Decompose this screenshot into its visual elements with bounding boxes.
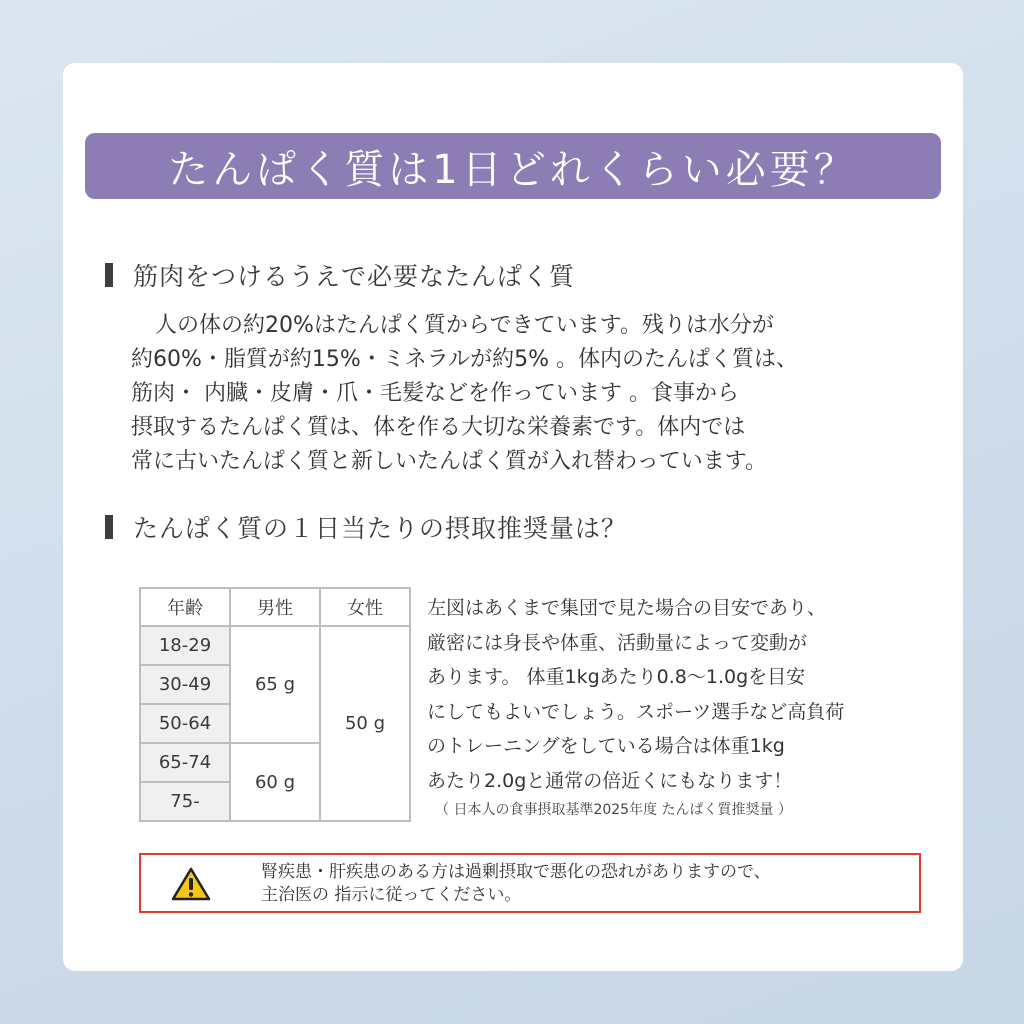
note-line: 左図はあくまで集団で見た場合の目安であり、 bbox=[427, 597, 827, 619]
body-line: 摂取するたんぱく質は、体を作る大切な栄養素です。体内では bbox=[131, 415, 746, 440]
warning-icon bbox=[171, 867, 211, 901]
protein-explanation bbox=[131, 309, 931, 479]
source-citation: （ 日本人の食事摂取基準2025年度 たんぱく質推奨量 ） bbox=[435, 802, 792, 818]
page-title: たんぱく質は1日どれくらい必要？ bbox=[85, 133, 941, 199]
age-cell: 30-49 bbox=[140, 665, 230, 704]
note-line: あります。 体重1kgあたり0.8〜1.0gを目安 bbox=[427, 666, 806, 688]
section-heading-text: たんぱく質の１日当たりの摂取推奨量は？ bbox=[133, 514, 628, 543]
age-cell: 50-64 bbox=[140, 704, 230, 743]
header-age: 年齢 bbox=[140, 588, 230, 626]
warning-line: 腎疾患・肝疾患のある方は過剰摂取で悪化の恐れがありますので、 bbox=[261, 862, 771, 882]
body-line: 筋肉・ 内臓・皮膚・爪・毛髪などを作っています 。食事から bbox=[131, 381, 739, 406]
table-row bbox=[140, 626, 410, 665]
warning-line: 主治医の 指示に従ってください。 bbox=[261, 885, 522, 905]
body-line: 約60%・脂質が約15%・ミネラルが約5% 。体内のたんぱく質は、 bbox=[131, 347, 799, 372]
note-line: 厳密には身長や体重、活動量によって変動が bbox=[427, 631, 808, 654]
note-line: あたり2.0gと通常の倍近くにもなります！ bbox=[427, 769, 793, 792]
age-cell: 18-29 bbox=[140, 626, 230, 665]
section-heading-text: 筋肉をつけるうえで必要なたんぱく質 bbox=[133, 262, 576, 291]
male-value-cell: 65 g bbox=[230, 626, 320, 743]
table-notes bbox=[427, 591, 927, 798]
note-line: のトレーニングをしている場合は体重1kg bbox=[427, 735, 785, 757]
intake-table-wrapper bbox=[139, 587, 411, 822]
body-line: 人の体の約20%はたんぱく質からできています。残りは水分が bbox=[155, 313, 774, 338]
age-cell: 75- bbox=[140, 782, 230, 821]
content-card bbox=[63, 63, 963, 971]
heading-marker bbox=[105, 263, 113, 287]
body-line: 常に古いたんぱく質と新しいたんぱく質が入れ替わっています。 bbox=[131, 449, 768, 474]
header-female: 女性 bbox=[320, 588, 410, 626]
female-value-cell: 50 g bbox=[320, 626, 410, 821]
heading-marker bbox=[105, 515, 113, 539]
male-value-cell: 60 g bbox=[230, 743, 320, 821]
warning-text bbox=[261, 861, 771, 907]
intake-table bbox=[139, 587, 411, 822]
header-male: 男性 bbox=[230, 588, 320, 626]
age-cell: 65-74 bbox=[140, 743, 230, 782]
section-heading-muscle bbox=[105, 257, 575, 293]
warning-box bbox=[139, 853, 921, 913]
section-heading-intake bbox=[105, 509, 627, 545]
table-header-row bbox=[140, 588, 410, 626]
note-line: にしてもよいでしょう。スポーツ選手など高負荷 bbox=[427, 700, 845, 723]
